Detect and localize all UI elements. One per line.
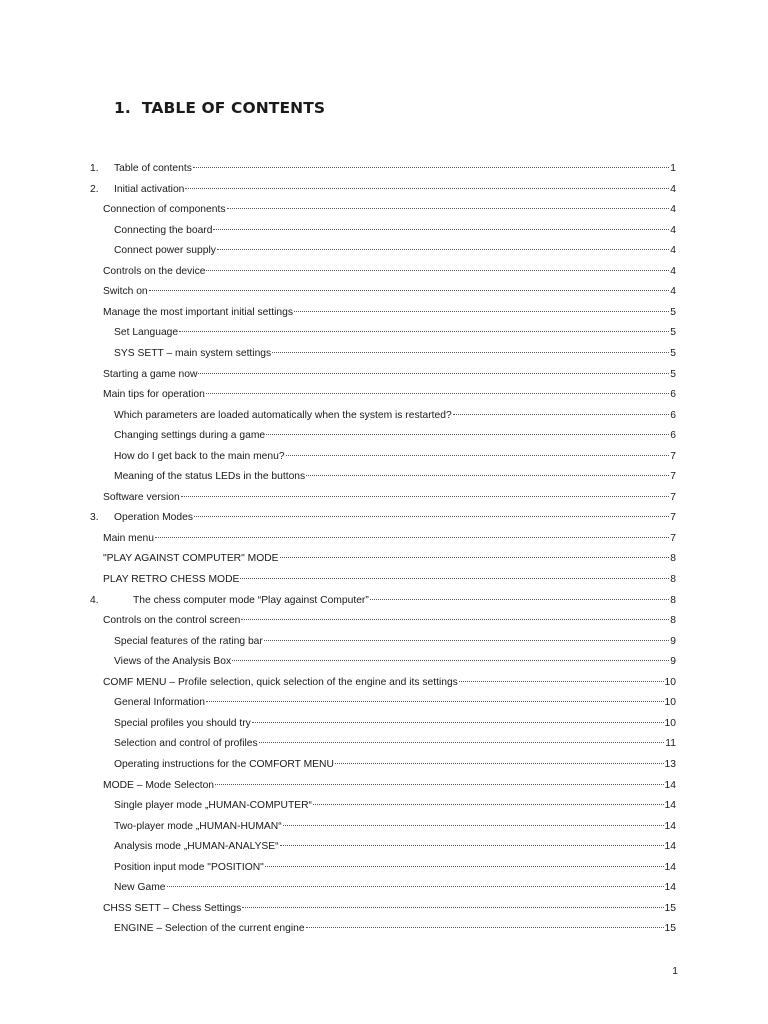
- toc-entry-page: 10: [664, 717, 676, 729]
- toc-entry-page: 7: [670, 532, 676, 544]
- dot-leader: [167, 886, 664, 887]
- dot-leader: [240, 578, 669, 579]
- toc-entry-page: 8: [670, 553, 676, 565]
- dot-leader: [335, 763, 664, 764]
- toc-entry-title: Special profiles you should try: [114, 717, 251, 729]
- toc-heading: [114, 99, 325, 117]
- dot-leader: [155, 537, 669, 538]
- toc-entry-title: Analysis mode „HUMAN-ANALYSE“: [114, 841, 279, 853]
- dot-leader: [265, 866, 664, 867]
- toc-entry-page: 10: [664, 676, 676, 688]
- toc-entry-title: Manage the most important initial settings: [103, 306, 294, 318]
- toc-entry-page: 11: [665, 738, 676, 750]
- toc-entry-page: 7: [670, 512, 676, 524]
- toc-entry-title: Connecting the board: [114, 224, 213, 236]
- toc-entry[interactable]: [103, 549, 676, 569]
- dot-leader: [206, 270, 669, 271]
- toc-entry-page: 4: [670, 183, 676, 195]
- toc-entry-page: 14: [664, 861, 676, 873]
- dot-leader: [241, 619, 669, 620]
- dot-leader: [242, 907, 663, 908]
- heading-number: 1.: [114, 99, 131, 117]
- toc-entry-title: The chess computer mode “Play against Computer”: [133, 594, 369, 606]
- toc-entry-title: COMF MENU – Profile selection, quick selection of the engine and its settings: [103, 676, 458, 688]
- toc-entry-page: 6: [670, 409, 676, 421]
- toc-entry-title: Switch on: [103, 286, 148, 298]
- toc-entry[interactable]: [114, 241, 676, 261]
- toc-entry[interactable]: [90, 591, 676, 611]
- toc-entry-title: Main tips for operation: [103, 389, 205, 401]
- toc-entry-page: 4: [670, 286, 676, 298]
- toc-entry[interactable]: [114, 734, 676, 754]
- toc-entry-page: 5: [670, 306, 676, 318]
- toc-entry-page: 10: [664, 697, 676, 709]
- toc-entry-page: 14: [664, 779, 676, 791]
- toc-entry-number: 4.: [90, 594, 99, 606]
- toc-entry-title: Table of contents: [114, 163, 192, 174]
- toc-entry-title: Controls on the device: [103, 265, 206, 277]
- toc-entry-page: 8: [670, 594, 676, 606]
- dot-leader: [232, 660, 669, 661]
- toc-entry[interactable]: [114, 467, 676, 487]
- toc-entry[interactable]: [114, 714, 676, 734]
- toc-entry-title: Connect power supply: [114, 245, 216, 257]
- toc-entry[interactable]: [103, 282, 676, 302]
- dot-leader: [215, 784, 664, 785]
- toc-entry-page: 14: [664, 882, 676, 894]
- toc-entry-title: Controls on the control screen: [103, 615, 241, 627]
- toc-entry[interactable]: [103, 776, 676, 796]
- toc-entry[interactable]: [103, 303, 676, 323]
- dot-leader: [206, 393, 669, 394]
- toc-entry-title: Operating instructions for the COMFORT MENU: [114, 758, 334, 770]
- page-number: 1: [672, 966, 678, 977]
- toc-entry[interactable]: [114, 323, 676, 343]
- toc-entry[interactable]: [114, 447, 676, 467]
- dot-leader: [294, 311, 669, 312]
- toc-entry-page: 1: [670, 163, 676, 174]
- toc-entry[interactable]: [114, 426, 676, 446]
- toc-entry-title: Initial activation: [114, 183, 185, 195]
- toc-entry-title: Which parameters are loaded automatically when the system is restarted?: [114, 409, 452, 421]
- dot-leader: [283, 825, 664, 826]
- toc-entry-title: Special features of the rating bar: [114, 635, 263, 647]
- toc-entry[interactable]: [114, 693, 676, 713]
- toc-entry-page: 15: [664, 902, 676, 914]
- toc-entry[interactable]: [114, 858, 676, 878]
- toc-entry-number: 2.: [90, 183, 99, 195]
- dot-leader: [217, 249, 669, 250]
- toc-entry-page: 8: [670, 615, 676, 627]
- toc-entry-title: Single player mode „HUMAN-COMPUTER“: [114, 800, 312, 812]
- dot-leader: [193, 167, 669, 168]
- dot-leader: [280, 845, 664, 846]
- toc-entry[interactable]: [114, 652, 676, 672]
- toc-entry-title: Starting a game now: [103, 368, 198, 380]
- toc-entry[interactable]: [90, 180, 676, 200]
- toc-entry[interactable]: [103, 385, 676, 405]
- dot-leader: [194, 516, 669, 517]
- toc-entry[interactable]: [103, 488, 676, 508]
- toc-entry-page: 7: [670, 471, 676, 483]
- toc-entry-title: How do I get back to the main menu?: [114, 450, 285, 462]
- dot-leader: [198, 373, 669, 374]
- heading-title: TABLE OF CONTENTS: [141, 99, 326, 117]
- toc-entry[interactable]: [114, 221, 676, 241]
- toc-entry-page: 4: [670, 204, 676, 216]
- toc-entry[interactable]: [114, 817, 676, 837]
- dot-leader: [252, 722, 664, 723]
- toc-entry-title: "PLAY AGAINST COMPUTER" MODE: [103, 553, 279, 565]
- toc-entry-page: 6: [670, 430, 676, 442]
- toc-entry[interactable]: [103, 365, 676, 385]
- toc-entry[interactable]: [103, 262, 676, 282]
- toc-entry[interactable]: [114, 796, 676, 816]
- toc-entry[interactable]: [114, 406, 676, 426]
- dot-leader: [264, 640, 669, 641]
- dot-leader: [185, 188, 669, 189]
- dot-leader: [453, 414, 670, 415]
- toc-entry-title: General Information: [114, 697, 206, 709]
- toc-entry-page: 14: [664, 820, 676, 832]
- toc-entry-page: 7: [670, 491, 676, 503]
- dot-leader: [280, 557, 670, 558]
- toc-entry[interactable]: [103, 899, 676, 919]
- toc-entry-title: PLAY RETRO CHESS MODE: [103, 574, 240, 585]
- dot-leader: [149, 290, 670, 291]
- toc-entry-title: Two-player mode „HUMAN-HUMAN“: [114, 820, 282, 832]
- dot-leader: [459, 681, 664, 682]
- dot-leader: [313, 804, 664, 805]
- dot-leader: [306, 927, 664, 928]
- toc-entry-title: Main menu: [103, 532, 154, 544]
- toc-entry-title: New Game: [114, 882, 166, 894]
- toc-entry-page: 4: [670, 265, 676, 277]
- toc-entry-title: ENGINE – Selection of the current engine: [114, 923, 305, 935]
- toc-entry[interactable]: [90, 508, 676, 528]
- dot-leader: [181, 496, 670, 497]
- toc-entry-page: 6: [670, 389, 676, 401]
- toc-entry-title: Selection and control of profiles: [114, 738, 258, 750]
- dot-leader: [206, 701, 664, 702]
- toc-entry-title: Changing settings during a game: [114, 430, 266, 442]
- toc-entry[interactable]: [114, 878, 676, 898]
- toc-entry-number: 3.: [90, 512, 99, 524]
- toc-entry-page: 15: [664, 923, 676, 935]
- toc-entry[interactable]: [114, 837, 676, 857]
- toc-entry-page: 13: [664, 758, 676, 770]
- toc-entry-number: 1.: [90, 163, 99, 174]
- toc-entry-page: 9: [670, 635, 676, 647]
- toc-entry[interactable]: [114, 755, 676, 775]
- dot-leader: [306, 475, 669, 476]
- toc-entry-page: 14: [664, 800, 676, 812]
- toc-entry[interactable]: [114, 919, 676, 939]
- toc-entry-title: MODE – Mode Selecton: [103, 779, 215, 791]
- toc-entry-title: Software version: [103, 491, 180, 503]
- dot-leader: [272, 352, 669, 353]
- toc-entry-page: 5: [670, 327, 676, 339]
- toc-entry-page: 5: [670, 347, 676, 359]
- toc-entry-page: 4: [670, 245, 676, 257]
- toc-entry-page: 5: [670, 368, 676, 380]
- dot-leader: [286, 455, 670, 456]
- dot-leader: [370, 599, 669, 600]
- toc-entry-title: Operation Modes: [114, 512, 193, 524]
- toc-entry-title: Meaning of the status LEDs in the buttons: [114, 471, 306, 483]
- toc-entry[interactable]: [114, 344, 676, 364]
- toc-entry[interactable]: [103, 673, 676, 693]
- toc-entry-page: 9: [670, 656, 676, 668]
- toc-entry[interactable]: [103, 570, 676, 590]
- toc-entry[interactable]: [90, 159, 676, 179]
- toc-entry[interactable]: [103, 529, 676, 549]
- dot-leader: [266, 434, 669, 435]
- dot-leader: [213, 229, 669, 230]
- dot-leader: [227, 208, 670, 209]
- toc-entry-title: Set Language: [114, 327, 179, 339]
- toc-entry-title: CHSS SETT – Chess Settings: [103, 902, 242, 914]
- toc-entry-page: 8: [670, 574, 676, 585]
- toc-entry-page: 7: [670, 450, 676, 462]
- toc-entry[interactable]: [114, 632, 676, 652]
- dot-leader: [259, 742, 665, 743]
- toc-entry-title: SYS SETT – main system settings: [114, 347, 272, 359]
- dot-leader: [179, 331, 669, 332]
- toc-entry[interactable]: [103, 611, 676, 631]
- toc-entry-page: 14: [664, 841, 676, 853]
- toc-entry-title: Views of the Analysis Box: [114, 656, 232, 668]
- toc-entry-page: 4: [670, 224, 676, 236]
- toc-entry[interactable]: [103, 200, 676, 220]
- toc-entry-title: Position input mode "POSITION": [114, 861, 264, 873]
- toc-entry-title: Connection of components: [103, 204, 226, 216]
